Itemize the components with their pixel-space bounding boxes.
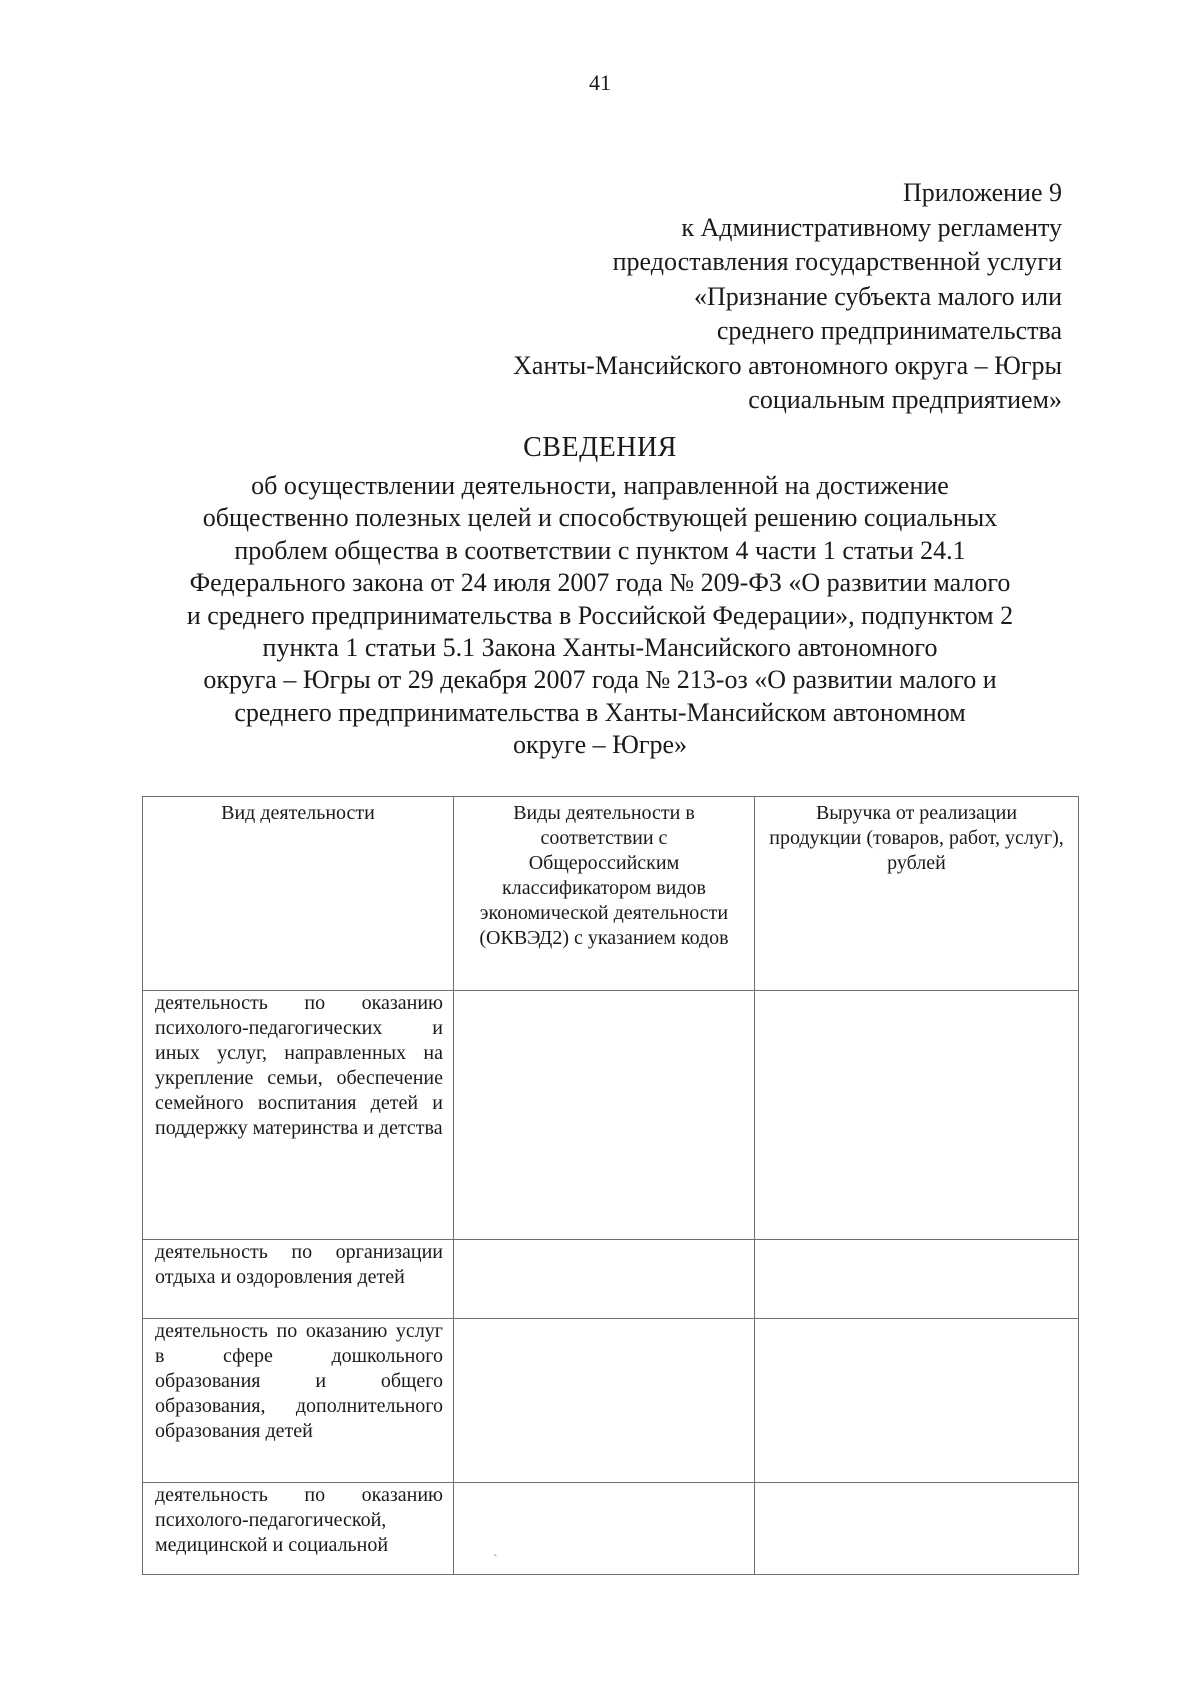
okved-cell: [454, 1240, 755, 1319]
subheading-line: Федерального закона от 24 июля 2007 года № 209-ФЗ «О развитии малого: [189, 568, 1011, 598]
activity-table: [142, 796, 1079, 1575]
header-revenue: Выручка от реализации продукции (товаров, работ, услуг), рублей: [755, 797, 1079, 991]
revenue-cell: [755, 1240, 1079, 1319]
scan-mark: ˋ: [493, 1553, 498, 1568]
subheading-line: среднего предпринимательства в Ханты-Мансийском автономном: [234, 697, 966, 727]
header-okved: Виды деятельности в соответствии с Общероссийским классификатором видов экономической деятельности (ОКВЭД2) с указанием кодов: [454, 797, 755, 991]
subheading-line: об осуществлении деятельности, направленной на достижение: [251, 471, 949, 500]
subheading-line: округе – Югре»: [512, 730, 688, 760]
revenue-cell: [755, 1483, 1079, 1575]
revenue-cell: [755, 991, 1079, 1240]
okved-cell: [454, 1319, 755, 1483]
table-row: [143, 1240, 1079, 1319]
appendix-block: [422, 176, 1062, 418]
appendix-line: среднего предпринимательства: [716, 316, 1062, 345]
appendix-line: «Признание субъекта малого или: [693, 281, 1062, 311]
okved-cell: [454, 1483, 755, 1575]
table-row: [143, 1319, 1079, 1483]
appendix-line: социальным предприятием»: [748, 385, 1062, 414]
appendix-line: Ханты-Мансийского автономного округа – Югры: [513, 350, 1062, 380]
table-row: [143, 991, 1079, 1240]
document-heading: СВЕДЕНИЯ: [523, 432, 677, 463]
activity-cell: деятельность по оказанию психолого-педагогических и иных услуг, направленных на укрепление семьи, обеспечение семейного воспитания детей и поддержку материнства и детства: [143, 991, 454, 1240]
page-number: 41: [589, 70, 611, 95]
subheading-line: проблем общества в соответствии с пунктом 4 части 1 статьи 24.1: [234, 535, 966, 565]
appendix-line: Приложение 9: [902, 178, 1062, 207]
activity-cell: деятельность по организации отдыха и оздоровления детей: [143, 1240, 454, 1319]
subheading-line: округа – Югры от 29 декабря 2007 года № 213-оз «О развитии малого и: [203, 665, 997, 695]
appendix-line: предоставления государственной услуги: [612, 247, 1062, 276]
activity-cell: деятельность по оказанию услуг в сфере дошкольного образования и общего образования, дополнительного образования детей: [143, 1319, 454, 1483]
subheading-line: и среднего предпринимательства в Российской Федерации», подпунктом 2: [186, 600, 1014, 630]
appendix-line: к Административному регламенту: [681, 212, 1062, 242]
table-header-row: [143, 797, 1079, 991]
activity-cell: деятельность по оказанию психолого-педагогической, медицинской и социальной: [143, 1483, 454, 1575]
table-row: [143, 1483, 1079, 1575]
document-subheading: [130, 470, 1070, 762]
header-activity-type: Вид деятельности: [143, 797, 454, 991]
revenue-cell: [755, 1319, 1079, 1483]
okved-cell: [454, 991, 755, 1240]
subheading-line: общественно полезных целей и способствующей решению социальных: [202, 503, 998, 533]
subheading-line: пункта 1 статьи 5.1 Закона Ханты-Мансийского автономного: [262, 633, 938, 663]
